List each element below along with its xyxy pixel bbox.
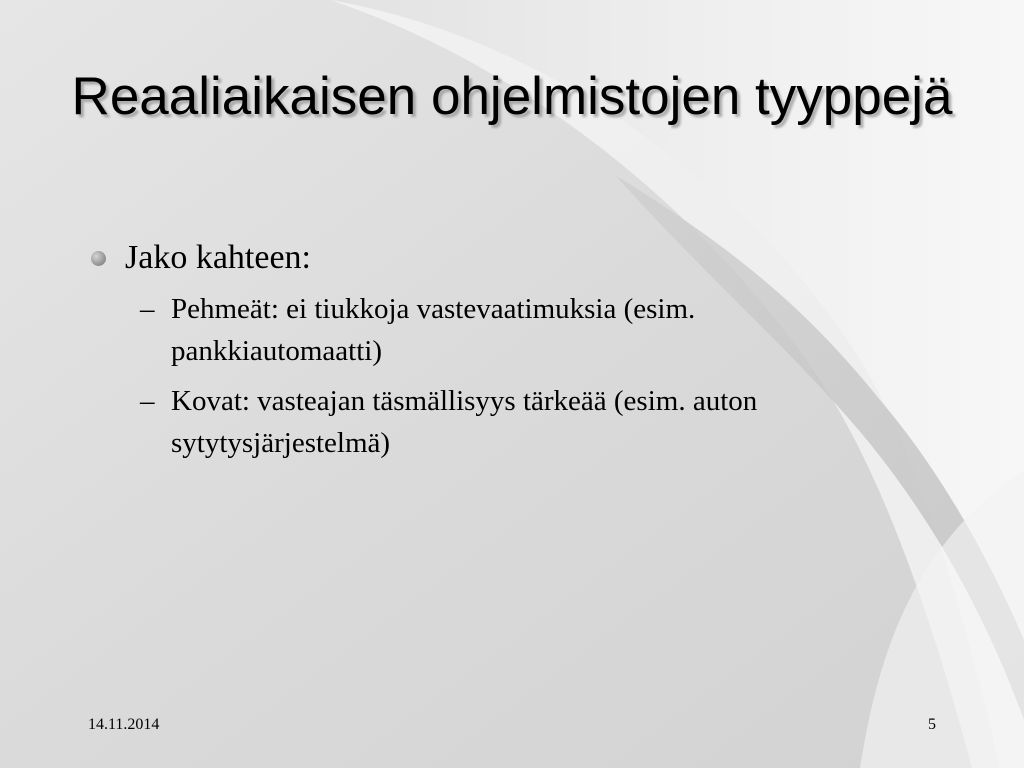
sub-bullet-list xyxy=(88,288,908,464)
footer-date: 14.11.2014 xyxy=(88,716,160,733)
bullet-dot-icon xyxy=(91,251,106,266)
sub-bullet-text: Pehmeät: ei tiukkoja vastevaatimuksia (esim. pankkiautomaatti) xyxy=(171,293,696,367)
dash-marker: – xyxy=(140,293,155,325)
dash-marker: – xyxy=(140,385,155,417)
sub-bullet-item xyxy=(88,380,908,464)
sub-bullet-text: Kovat: vasteajan täsmällisyys tärkeää (esim. auton sytytysjärjestelmä) xyxy=(171,385,758,459)
footer-page-number: 5 xyxy=(928,716,936,733)
sub-bullet-item xyxy=(88,288,908,372)
slide-title: Reaaliaikaisen ohjelmistojen tyyppejä xyxy=(71,67,953,126)
bullet-item xyxy=(88,234,908,282)
slide-content xyxy=(88,234,908,472)
bullet-text: Jako kahteen: xyxy=(125,239,311,276)
